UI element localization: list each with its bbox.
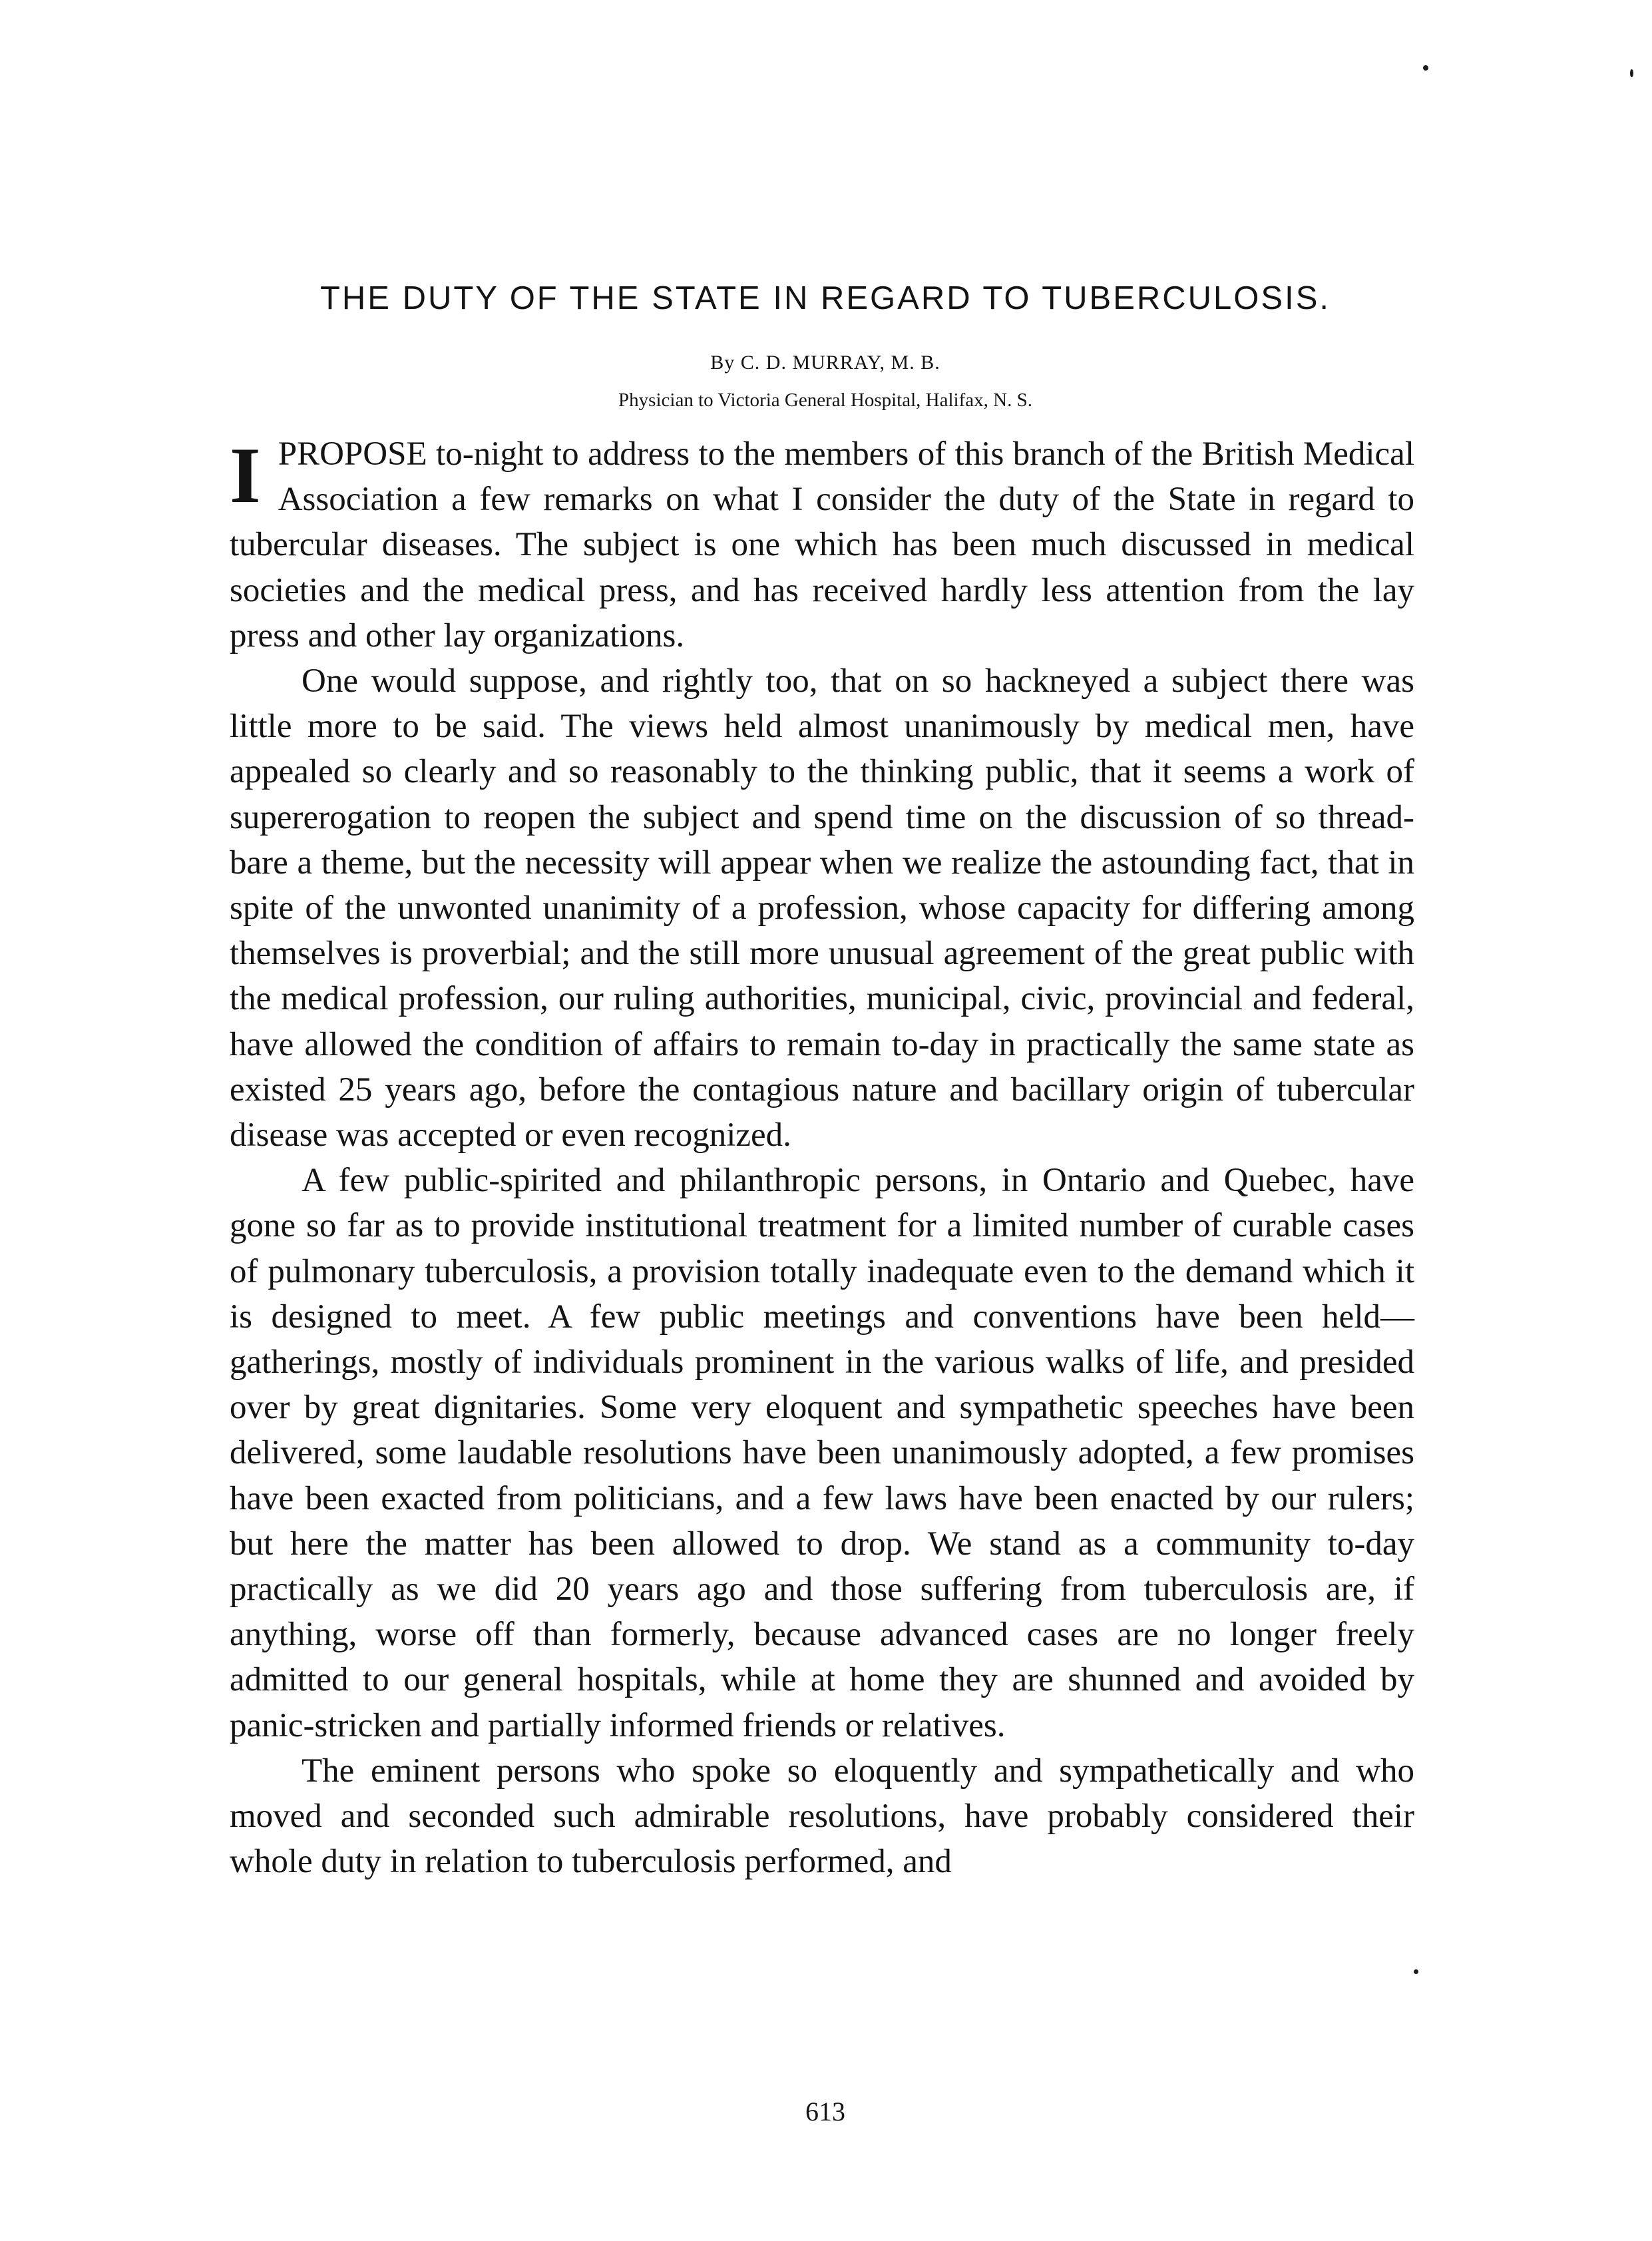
article-body <box>230 431 1414 1885</box>
scan-speck <box>1414 1969 1418 1974</box>
paragraph: A few public-spirited and philanthropic persons, in Ontario and Quebec, have gone so far as to provide institutional treatment for a limited number of curable cases of pulmonary tuberculosis, a provision totally inadequate even to the demand which it is designed to meet. A few public meetings and conventions have been held—gatherings, mostly of individuals prominent in the various walks of life, and presided over by great dignitaries. Some very eloquent and sympathetic speeches have been delivered, some laudable resolutions have been unanimously adopted, a few promises have been exacted from politicians, and a few laws have been enacted by our rulers; but here the matter has been allowed to drop. We stand as a community to-day practically as we did 20 years ago and those suffering from tuberculosis are, if anything, worse off than formerly, because advanced cases are no longer freely admitted to our general hospitals, while at home they are shunned and avoided by panic-stricken and partially informed friends or relatives. <box>230 1162 1414 1744</box>
article-title: THE DUTY OF THE STATE IN REGARD TO TUBERCULOSIS. <box>319 280 1331 316</box>
drop-cap: I <box>230 431 261 519</box>
paragraph: The eminent persons who spoke so eloquently and sympathetically and who moved and seconded such admirable resolutions, have probably considered their whole duty in relation to tuberculosis performed, and <box>230 1752 1414 1881</box>
article-author: By C. D. MURRAY, M. B. <box>710 352 940 374</box>
scan-speck <box>1423 65 1428 71</box>
paragraph-text: PROPOSE to-night to address to the members of this branch of the British Medical Association a few remarks on what I consider the duty of the State in regard to tubercular diseases. The subject is one which has been much discussed in medical societies and the medical press, and has received hardly less attention from the lay press and other lay organizations. <box>230 435 1414 654</box>
scan-speck <box>1630 69 1633 77</box>
paragraph: One would suppose, and rightly too, that on so hackneyed a subject there was little more to be said. The views held almost unanimously by medical men, have appealed so clearly and so reasonably to the thinking public, that it seems a work of supererogation to reopen the subject and spend time on the discussion of so thread-bare a theme, but the necessity will appear when we realize the astounding fact, that in spite of the unwonted unanimity of a profession, whose capacity for differing among themselves is proverbial; and the still more unusual agreement of the great public with the medical profession, our ruling authorities, municipal, civic, provincial and federal, have allowed the condition of affairs to remain to-day in practically the same state as existed 25 years ago, before the contagious nature and bacillary origin of tubercular disease was accepted or even recognized. <box>230 662 1414 1154</box>
paragraph <box>230 431 1414 658</box>
author-affiliation: Physician to Victoria General Hospital, Halifax, N. S. <box>618 389 1032 411</box>
page-number: 613 <box>805 2097 845 2126</box>
